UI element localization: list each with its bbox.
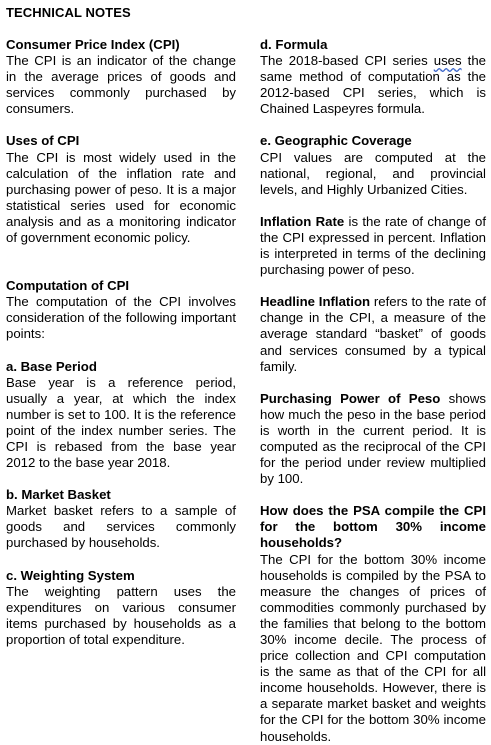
section-cpi [6,37,236,117]
section-body [260,214,486,278]
body-text: The 2018-based CPI series [260,53,434,69]
section-computation [6,278,236,342]
section-heading: Consumer Price Index (CPI) [6,37,180,52]
section-body [260,391,486,488]
section-heading: b. Market Basket [6,487,111,503]
body-text: shows how much the peso in the base period is worth in the current period. It is computed as the reciprocal of the CPI for the period under review multiplied by 100. [260,390,486,487]
section-body: CPI values are computed at the national, regional, and provincial levels, and Highly Urbanized Cities. [260,149,486,197]
section-geographic-coverage [260,133,486,197]
section-heading: How does the PSA compile the CPI for the bottom 30% income households? [260,503,486,551]
section-inflation-rate [260,214,486,278]
section-bottom-30 [260,503,486,744]
section-heading: c. Weighting System [6,567,135,583]
section-body: The CPI is most widely used in the calculation of the inflation rate and purchasing power of peso. It is a major statistical series used for economic analysis and as a monitoring indicator of government economic policy. [6,149,236,246]
section-formula [260,37,486,117]
section-body [260,53,486,117]
section-weighting-system [6,568,236,648]
section-heading: a. Base Period [6,358,97,374]
section-market-basket [6,487,236,551]
body-text: is the rate of change of the CPI expressed in percent. Inflation is interpreted in terms of the declining purchasing power of peso. [260,213,486,278]
term-heading: Headline Inflation [260,294,371,310]
section-body: Base year is a reference period, usually a year, at which the index number is set to 100. It is the reference point of the index number series. The CPI is rebased from the base year 2012 to the base year 2018. [6,374,236,471]
body-text: the same method of computation as the 2012-based CPI series, which is Chained Laspeyres formula. [260,53,486,117]
section-body: The weighting pattern uses the expenditures on various consumer items purchased by households as a proportion of total expenditure. [6,583,236,647]
section-uses-of-cpi [6,133,236,246]
term-heading: Inflation Rate [260,213,345,229]
section-body: The computation of the CPI involves consideration of the following important points: [6,294,236,342]
section-heading: d. Formula [260,37,328,52]
left-column [6,37,236,648]
term-heading: Purchasing Power of Peso [260,390,441,406]
body-text: refers to the rate of change in the CPI, a measure of the average standard “basket” of goods and services consumed by a typical family. [260,294,486,374]
section-heading: Computation of CPI [6,278,130,294]
section-body: The CPI is an indicator of the change in the average prices of goods and services commonly purchased by consumers. [6,53,236,117]
page-title: TECHNICAL NOTES [6,5,131,20]
right-column [260,37,486,745]
section-heading: Uses of CPI [6,133,80,149]
spellcheck-underlined-word: uses [433,53,462,69]
section-heading: e. Geographic Coverage [260,133,412,149]
section-body: The CPI for the bottom 30% income households is compiled by the PSA to measure the changes of prices of commodities commonly purchased by the families that belong to the bottom 30% income decile. The process of price collection and CPI computation is the same as that of the CPI for all income households. However, there is a separate market basket and weights for the CPI for the bottom 30% income households. [260,551,486,744]
section-body [260,294,486,374]
section-body: Market basket refers to a sample of goods and services commonly purchased by households. [6,503,236,551]
section-headline-inflation [260,294,486,374]
section-purchasing-power [260,391,486,488]
section-base-period [6,359,236,472]
